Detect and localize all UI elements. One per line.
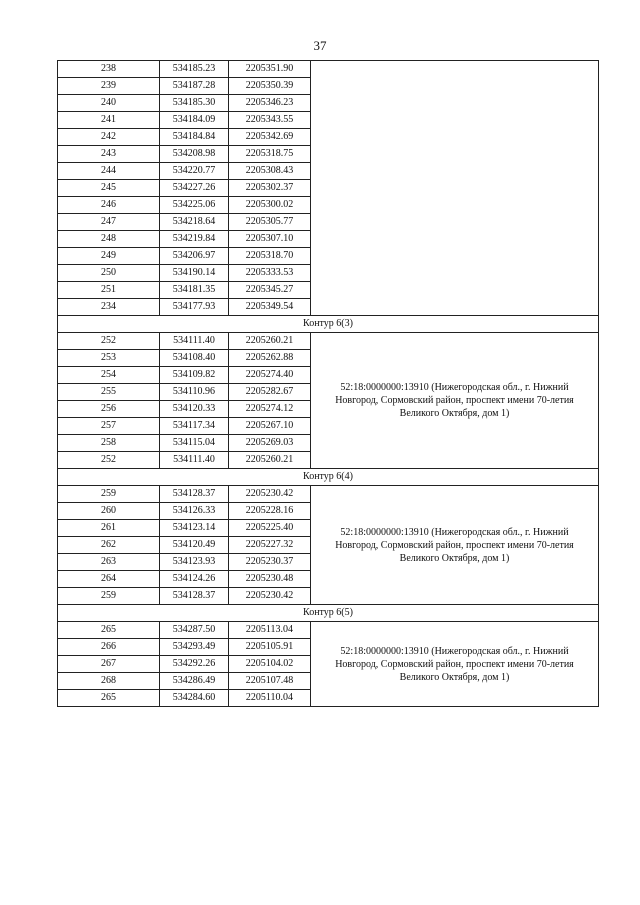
- x-coordinate-cell: 534123.93: [160, 554, 229, 571]
- point-number-cell: 234: [58, 299, 160, 316]
- y-coordinate-cell: 2205305.77: [229, 214, 311, 231]
- x-coordinate-cell: 534184.09: [160, 112, 229, 129]
- x-coordinate-cell: 534115.04: [160, 435, 229, 452]
- point-number-cell: 261: [58, 520, 160, 537]
- contour-title: Контур 6(3): [58, 316, 599, 333]
- y-coordinate-cell: 2205262.88: [229, 350, 311, 367]
- contour-title: Контур 6(4): [58, 469, 599, 486]
- page-number: 37: [313, 38, 327, 53]
- x-coordinate-cell: 534185.30: [160, 95, 229, 112]
- point-number-cell: 252: [58, 333, 160, 350]
- y-coordinate-cell: 2205300.02: [229, 197, 311, 214]
- y-coordinate-cell: 2205308.43: [229, 163, 311, 180]
- point-number-cell: 252: [58, 452, 160, 469]
- y-coordinate-cell: 2205346.23: [229, 95, 311, 112]
- x-coordinate-cell: 534187.28: [160, 78, 229, 95]
- y-coordinate-cell: 2205269.03: [229, 435, 311, 452]
- y-coordinate-cell: 2205282.67: [229, 384, 311, 401]
- y-coordinate-cell: 2205343.55: [229, 112, 311, 129]
- y-coordinate-cell: 2205260.21: [229, 333, 311, 350]
- point-number-cell: 248: [58, 231, 160, 248]
- x-coordinate-cell: 534110.96: [160, 384, 229, 401]
- point-number-cell: 240: [58, 95, 160, 112]
- y-coordinate-cell: 2205274.12: [229, 401, 311, 418]
- y-coordinate-cell: 2205230.48: [229, 571, 311, 588]
- point-number-cell: 265: [58, 622, 160, 639]
- x-coordinate-cell: 534286.49: [160, 673, 229, 690]
- y-coordinate-cell: 2205113.04: [229, 622, 311, 639]
- point-number-cell: 241: [58, 112, 160, 129]
- point-number-cell: 246: [58, 197, 160, 214]
- x-coordinate-cell: 534181.35: [160, 282, 229, 299]
- x-coordinate-cell: 534111.40: [160, 333, 229, 350]
- y-coordinate-cell: 2205349.54: [229, 299, 311, 316]
- x-coordinate-cell: 534120.49: [160, 537, 229, 554]
- x-coordinate-cell: 534219.84: [160, 231, 229, 248]
- y-coordinate-cell: 2205267.10: [229, 418, 311, 435]
- y-coordinate-cell: 2205342.69: [229, 129, 311, 146]
- x-coordinate-cell: 534284.60: [160, 690, 229, 707]
- parcel-description-cell: 52:18:0000000:13910 (Нижегородская обл., г. Нижний Новгород, Сормовский район, проспект имени 70-летия Великого Октября, дом 1): [311, 622, 599, 707]
- point-number-cell: 267: [58, 656, 160, 673]
- y-coordinate-cell: 2205230.42: [229, 588, 311, 605]
- point-number-cell: 263: [58, 554, 160, 571]
- point-number-cell: 259: [58, 486, 160, 503]
- point-number-cell: 244: [58, 163, 160, 180]
- y-coordinate-cell: 2205274.40: [229, 367, 311, 384]
- x-coordinate-cell: 534177.93: [160, 299, 229, 316]
- y-coordinate-cell: 2205228.16: [229, 503, 311, 520]
- table-row: [58, 622, 599, 639]
- y-coordinate-cell: 2205230.42: [229, 486, 311, 503]
- point-number-cell: 251: [58, 282, 160, 299]
- x-coordinate-cell: 534292.26: [160, 656, 229, 673]
- point-number-cell: 266: [58, 639, 160, 656]
- x-coordinate-cell: 534124.26: [160, 571, 229, 588]
- x-coordinate-cell: 534206.97: [160, 248, 229, 265]
- x-coordinate-cell: 534208.98: [160, 146, 229, 163]
- x-coordinate-cell: 534190.14: [160, 265, 229, 282]
- table-row: [58, 333, 599, 350]
- x-coordinate-cell: 534220.77: [160, 163, 229, 180]
- y-coordinate-cell: 2205318.70: [229, 248, 311, 265]
- x-coordinate-cell: 534287.50: [160, 622, 229, 639]
- x-coordinate-cell: 534108.40: [160, 350, 229, 367]
- point-number-cell: 247: [58, 214, 160, 231]
- x-coordinate-cell: 534128.37: [160, 486, 229, 503]
- point-number-cell: 268: [58, 673, 160, 690]
- point-number-cell: 243: [58, 146, 160, 163]
- y-coordinate-cell: 2205318.75: [229, 146, 311, 163]
- contour-title: Контур 6(5): [58, 605, 599, 622]
- y-coordinate-cell: 2205350.39: [229, 78, 311, 95]
- x-coordinate-cell: 534185.23: [160, 61, 229, 78]
- y-coordinate-cell: 2205105.91: [229, 639, 311, 656]
- y-coordinate-cell: 2205107.48: [229, 673, 311, 690]
- x-coordinate-cell: 534184.84: [160, 129, 229, 146]
- y-coordinate-cell: 2205110.04: [229, 690, 311, 707]
- point-number-cell: 255: [58, 384, 160, 401]
- y-coordinate-cell: 2205227.32: [229, 537, 311, 554]
- point-number-cell: 238: [58, 61, 160, 78]
- point-number-cell: 258: [58, 435, 160, 452]
- point-number-cell: 257: [58, 418, 160, 435]
- table-row: [58, 486, 599, 503]
- x-coordinate-cell: 534117.34: [160, 418, 229, 435]
- x-coordinate-cell: 534227.26: [160, 180, 229, 197]
- y-coordinate-cell: 2205307.10: [229, 231, 311, 248]
- point-number-cell: 256: [58, 401, 160, 418]
- y-coordinate-cell: 2205225.40: [229, 520, 311, 537]
- x-coordinate-cell: 534126.33: [160, 503, 229, 520]
- point-number-cell: 249: [58, 248, 160, 265]
- y-coordinate-cell: 2205104.02: [229, 656, 311, 673]
- y-coordinate-cell: 2205333.53: [229, 265, 311, 282]
- y-coordinate-cell: 2205345.27: [229, 282, 311, 299]
- point-number-cell: 260: [58, 503, 160, 520]
- contour-header-row: [58, 316, 599, 333]
- parcel-description-cell: [311, 61, 599, 316]
- x-coordinate-cell: 534120.33: [160, 401, 229, 418]
- parcel-description-cell: 52:18:0000000:13910 (Нижегородская обл., г. Нижний Новгород, Сормовский район, проспект имени 70-летия Великого Октября, дом 1): [311, 333, 599, 469]
- point-number-cell: 264: [58, 571, 160, 588]
- point-number-cell: 245: [58, 180, 160, 197]
- point-number-cell: 259: [58, 588, 160, 605]
- y-coordinate-cell: 2205351.90: [229, 61, 311, 78]
- point-number-cell: 242: [58, 129, 160, 146]
- y-coordinate-cell: 2205260.21: [229, 452, 311, 469]
- point-number-cell: 250: [58, 265, 160, 282]
- x-coordinate-cell: 534225.06: [160, 197, 229, 214]
- x-coordinate-cell: 534123.14: [160, 520, 229, 537]
- x-coordinate-cell: 534111.40: [160, 452, 229, 469]
- parcel-description-cell: 52:18:0000000:13910 (Нижегородская обл., г. Нижний Новгород, Сормовский район, проспект имени 70-летия Великого Октября, дом 1): [311, 486, 599, 605]
- x-coordinate-cell: 534218.64: [160, 214, 229, 231]
- y-coordinate-cell: 2205230.37: [229, 554, 311, 571]
- table-row: [58, 61, 599, 78]
- point-number-cell: 265: [58, 690, 160, 707]
- point-number-cell: 262: [58, 537, 160, 554]
- x-coordinate-cell: 534109.82: [160, 367, 229, 384]
- y-coordinate-cell: 2205302.37: [229, 180, 311, 197]
- x-coordinate-cell: 534128.37: [160, 588, 229, 605]
- point-number-cell: 253: [58, 350, 160, 367]
- coordinates-table: [57, 60, 599, 707]
- contour-header-row: [58, 605, 599, 622]
- x-coordinate-cell: 534293.49: [160, 639, 229, 656]
- contour-header-row: [58, 469, 599, 486]
- coordinates-table-body: [58, 61, 599, 707]
- point-number-cell: 239: [58, 78, 160, 95]
- point-number-cell: 254: [58, 367, 160, 384]
